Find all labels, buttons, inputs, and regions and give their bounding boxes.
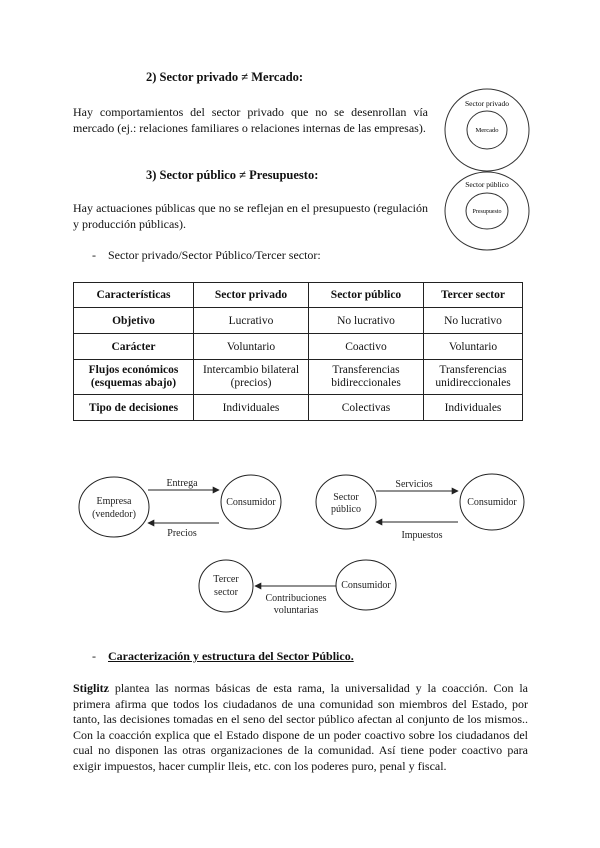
table-row [74, 334, 523, 360]
section3-text: Hay actuaciones públicas que no se reflejan en el presupuesto (regulación y producción públicas). [73, 201, 428, 231]
arrow-label: Entrega [166, 478, 198, 489]
table-cell: Colectivas [309, 395, 424, 421]
table-cell: Coactivo [309, 334, 424, 360]
arrow-label: Contribuciones [265, 593, 327, 604]
table-cell: Individuales [424, 395, 523, 421]
table-cell: Voluntario [424, 334, 523, 360]
table-cell: Intercambio bilateral (precios) [194, 360, 309, 395]
table-cell: Transferencias bidireccionales [309, 360, 424, 395]
arrow-label: voluntarias [273, 605, 319, 616]
bullet-dash: - [92, 649, 96, 663]
author-name: Stiglitz [73, 681, 109, 695]
col-header: Sector público [309, 283, 424, 308]
arrow-label: Servicios [395, 479, 433, 490]
row-label: Objetivo [74, 308, 194, 334]
bullet-text: Sector privado/Sector Público/Tercer sector: [108, 248, 321, 262]
node-label: sector [214, 587, 238, 598]
col-header: Sector privado [194, 283, 309, 308]
node-label: Sector [333, 492, 359, 503]
row-label: Tipo de decisiones [74, 395, 194, 421]
bullet-dash: - [92, 248, 96, 262]
table-header-row [74, 283, 523, 308]
node-label: Consumidor [226, 497, 276, 508]
node-label: Consumidor [467, 497, 517, 508]
table-row [74, 360, 523, 395]
row-label: Flujos económicos (esquemas abajo) [74, 360, 194, 395]
outer-label: Sector privado [465, 99, 509, 108]
inner-label: Mercado [475, 127, 499, 134]
node-label: Empresa [96, 496, 132, 507]
comparison-table [73, 282, 523, 421]
table-row [74, 395, 523, 421]
arrow-label: Impuestos [401, 530, 443, 541]
table-cell: Voluntario [194, 334, 309, 360]
node-label: (vendedor) [92, 509, 136, 520]
row-label: Carácter [74, 334, 194, 360]
col-header: Características [74, 283, 194, 308]
table-row [74, 308, 523, 334]
outer-label: Sector público [465, 180, 509, 189]
table-cell: No lucrativo [424, 308, 523, 334]
col-header: Tercer sector [424, 283, 523, 308]
node-label: Tercer [213, 574, 239, 585]
paragraph-text: plantea las normas básicas de esta rama, la universalidad y la coacción. Con la primera afirma que todos los ciudadanos de una comunidad son miembros del Estado, por tanto, las decisiones tomadas en el seno del sector público afectan al conjunto de los mismos.. Con la coacción explica que el Estado dispone de un poder coactivo sobre los ciudadanos del cual no disponen las otras organizaciones de la comunidad. Así tiene poder coactivo para exigir impuestos, hacer cumplir lleis, etc. con los poderes puro, penal y fiscal. [73, 681, 528, 773]
table-cell: Transferencias unidireccionales [424, 360, 523, 395]
section-heading-link: Caracterización y estructura del Sector Público. [108, 649, 354, 663]
section2-text: Hay comportamientos del sector privado que no se desenrollan vía mercado (ej.: relaciones familiares o relaciones internas de las empresas). [73, 105, 428, 135]
public-sector-diagram [443, 170, 531, 252]
flow-diagrams [70, 462, 540, 620]
table-cell: No lucrativo [309, 308, 424, 334]
section2-heading: 2) Sector privado ≠ Mercado: [146, 70, 304, 84]
node-label: Consumidor [341, 580, 391, 591]
node-label: público [331, 504, 361, 515]
inner-label: Presupuesto [472, 209, 502, 215]
stiglitz-paragraph [73, 681, 528, 774]
arrow-label: Precios [167, 528, 197, 539]
company-node [79, 477, 149, 537]
private-sector-diagram [443, 87, 531, 173]
table-cell: Lucrativo [194, 308, 309, 334]
table-cell: Individuales [194, 395, 309, 421]
third-sector-node [199, 560, 253, 612]
section3-heading: 3) Sector público ≠ Presupuesto: [146, 168, 319, 182]
